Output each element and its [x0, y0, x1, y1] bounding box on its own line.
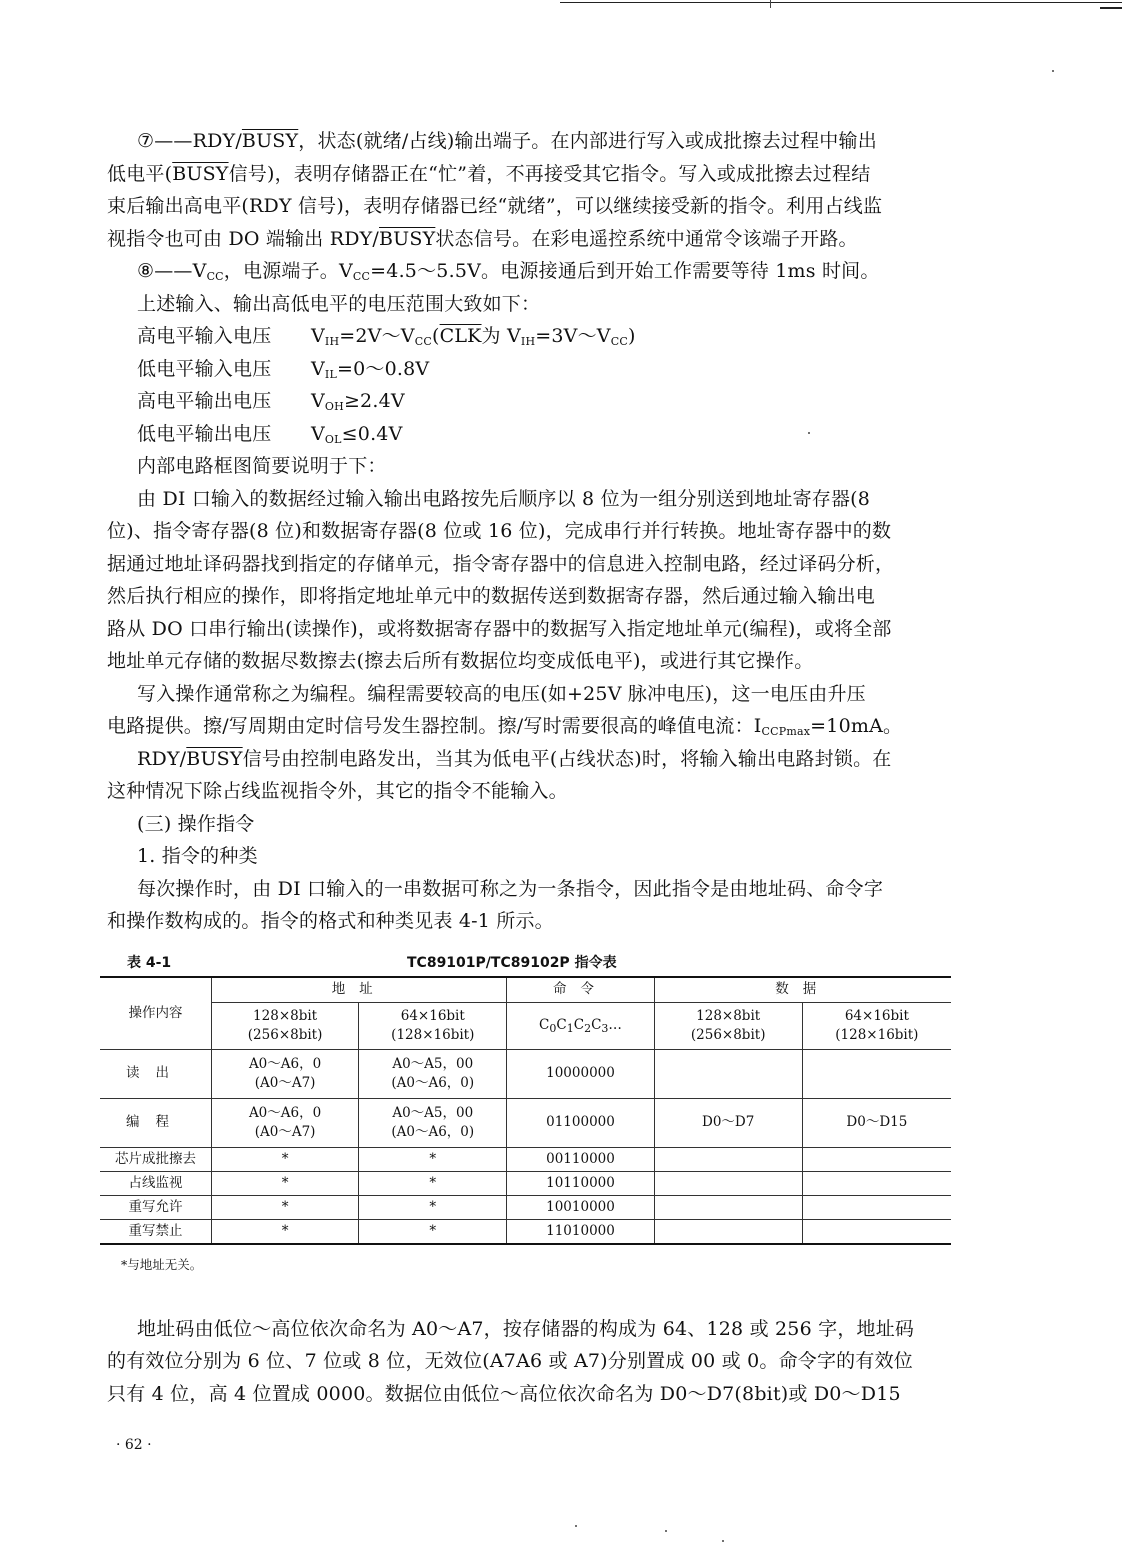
instruction-table: [100, 976, 951, 1245]
page-number: · 62 ·: [116, 1437, 152, 1453]
col-header-op: 操作内容: [100, 977, 212, 1050]
row-addr-8bit: *: [212, 1195, 359, 1219]
row-cmd: 10010000: [507, 1195, 654, 1219]
row-addr-16bit: *: [359, 1195, 507, 1219]
col-header-addr-8bit: 128×8bit (256×8bit): [212, 1002, 359, 1049]
table-row: [100, 1219, 951, 1244]
row-data-8bit: [654, 1219, 802, 1244]
levels-intro: 上述输入、输出高低电平的电压范围大致如下：: [137, 292, 541, 315]
scan-speck: [808, 432, 810, 434]
col-group-data: 数据: [654, 977, 951, 1003]
row-op: 芯片成批擦去: [100, 1147, 212, 1171]
row-op: 重写禁止: [100, 1219, 212, 1244]
col-header-addr-16bit: 64×16bit (128×16bit): [359, 1002, 507, 1049]
circuit-line-2: 位)、指令寄存器(8 位)和数据寄存器(8 位或 16 位)，完成串行并行转换。地址寄存器中的数: [107, 520, 892, 542]
table-subheader-row: [100, 1002, 951, 1049]
addr-line-3: 只有 4 位，高 4 位置成 0000。数据位由低位～高位依次命名为 D0～D7(8bit)或 D0～D15: [107, 1382, 901, 1405]
para-7-line-4: 视指令也可由 DO 端输出 RDY/BUSY状态信号。在彩电遥控系统中通常令该端子开路。: [107, 227, 858, 250]
row-data-16bit: [802, 1219, 951, 1244]
row-data-16bit: [802, 1171, 951, 1195]
row-addr-16bit: *: [359, 1147, 507, 1171]
addr-line-2: 的有效位分别为 6 位、7 位或 8 位，无效位(A7A6 或 A7)分别置成 00 或 0。命令字的有效位: [107, 1350, 913, 1372]
circuit-line-5: 路从 DO 口串行输出(读操作)，或将数据寄存器中的数据写入指定地址单元(编程)，或将全部: [107, 617, 892, 640]
write-line-1: 写入操作通常称之为编程。编程需要较高的电压(如+25V 脉冲电压)，这一电压由升压: [137, 682, 866, 705]
row-data-8bit: [654, 1049, 802, 1098]
col-header-data-16bit: 64×16bit (128×16bit): [802, 1002, 951, 1049]
section-subheading: 1. 指令的种类: [137, 845, 258, 867]
row-op: 编程: [100, 1098, 212, 1147]
page-body: [107, 125, 963, 1410]
table-number: 表 4-1: [127, 954, 172, 971]
circuit-intro: 内部电路框图简要说明于下：: [137, 455, 387, 477]
row-addr-8bit: *: [212, 1219, 359, 1244]
row-data-8bit: [654, 1171, 802, 1195]
table-title: TC89101P/TC89102P 指令表: [407, 954, 617, 971]
col-group-cmd: 命令: [507, 977, 654, 1003]
vil-row: 低电平输入电压 $V_{IL}=0\sim 0.8V$: [137, 357, 430, 381]
circuit-line-1: 由 DI 口输入的数据经过输入输出电路按先后顺序以 8 位为一组分别送到地址寄存器(8: [137, 487, 871, 510]
table-row: [100, 1195, 951, 1219]
table-footnote: *与地址无关。: [121, 1256, 203, 1272]
rdy-line-2: 这种情况下除占线监视指令外，其它的指令不能输入。: [107, 780, 568, 802]
circuit-line-6: 地址单元存储的数据尽数擦去(擦去后所有数据位均变成低电平)，或进行其它操作。: [107, 650, 814, 672]
row-data-16bit: [802, 1195, 951, 1219]
row-cmd: 01100000: [507, 1098, 654, 1147]
row-addr-8bit: A0～A6，0 (A0～A7): [212, 1049, 359, 1098]
row-op: 占线监视: [100, 1171, 212, 1195]
row-addr-8bit: *: [212, 1171, 359, 1195]
row-cmd: 10000000: [507, 1049, 654, 1098]
row-addr-16bit: *: [359, 1171, 507, 1195]
row-data-8bit: [654, 1147, 802, 1171]
row-addr-16bit: A0～A5，00 (A0～A6，0): [359, 1049, 507, 1098]
scan-speck: [722, 1540, 724, 1542]
col-header-data-8bit: 128×8bit (256×8bit): [654, 1002, 802, 1049]
row-addr-8bit: *: [212, 1147, 359, 1171]
row-op: 读出: [100, 1049, 212, 1098]
header-rule-accent: [1100, 7, 1122, 9]
table-row: [100, 1171, 951, 1195]
section-line-2: 和操作数构成的。指令的格式和种类见表 4-1 所示。: [107, 910, 554, 932]
row-data-16bit: [802, 1049, 951, 1098]
row-addr-8bit: A0～A6，0 (A0～A7): [212, 1098, 359, 1147]
col-header-cmd-bits: $C_0C_1C_2C_3\dots$: [507, 1002, 654, 1049]
vol-row: 低电平输出电压 $V_{OL}\le 0.4V$: [137, 422, 403, 446]
header-tick: [770, 0, 771, 8]
para-8: $⑧——V_{CC}$，电源端子。$V_{CC}=4.5\sim 5.5V$。电源接通后到开始工作需要等待 1ms 时间。: [137, 260, 880, 283]
row-addr-16bit: A0～A5，00 (A0～A6，0): [359, 1098, 507, 1147]
scan-speck: [1052, 70, 1054, 72]
header-rule: [560, 2, 1122, 3]
para-7-line-3: 束后输出高电平(RDY 信号)，表明存储器已经“就绪”，可以继续接受新的指令。利用占线监: [107, 195, 883, 217]
scan-speck: [575, 1525, 577, 1527]
row-op: 重写允许: [100, 1195, 212, 1219]
voh-row: 高电平输出电压 $V_{OH}\ge 2.4V$: [137, 390, 405, 413]
write-line-2: 电路提供。擦/写周期由定时信号发生器控制。擦/写时需要很高的峰值电流：$I_{CCPmax}=10mA$。: [107, 715, 903, 738]
section-line-1: 每次操作时，由 DI 口输入的一串数据可称之为一条指令，因此指令是由地址码、命令字: [137, 877, 884, 900]
rdy-line-1: RDY/BUSY信号由控制电路发出，当其为低电平(占线状态)时，将输入输出电路封锁。在: [137, 747, 892, 770]
row-data-8bit: [654, 1195, 802, 1219]
row-addr-16bit: *: [359, 1219, 507, 1244]
table-row: [100, 1098, 951, 1147]
col-group-addr: 地址: [212, 977, 507, 1003]
para-7-line-2: 低电平(BUSY信号)，表明存储器正在“忙”着，不再接受其它指令。写入或成批擦去过程结: [107, 162, 871, 185]
row-cmd: 10110000: [507, 1171, 654, 1195]
table-row: [100, 1049, 951, 1098]
row-data-16bit: D0～D15: [802, 1098, 951, 1147]
circuit-line-3: 据通过地址译码器找到指定的存储单元，指令寄存器中的信息进入控制电路，经过译码分析，: [107, 552, 895, 575]
row-data-8bit: D0～D7: [654, 1098, 802, 1147]
table-caption: [107, 950, 963, 976]
table-row: [100, 1147, 951, 1171]
section-heading: (三) 操作指令: [137, 812, 255, 835]
scan-speck: [665, 1530, 667, 1532]
para-7-line-1: ⑦——RDY/BUSY，状态(就绪/占线)输出端子。在内部进行写入或成批擦去过程中输出: [137, 130, 877, 152]
row-cmd: 11010000: [507, 1219, 654, 1244]
row-data-16bit: [802, 1147, 951, 1171]
vih-row: 高电平输入电压 $V_{IH}=2V\sim V_{CC}(\overline{CLK}$为 $V_{IH}=3V\sim V_{CC}$): [137, 325, 636, 348]
circuit-line-4: 然后执行相应的操作，即将指定地址单元中的数据传送到数据寄存器，然后通过输入输出电: [107, 585, 876, 607]
addr-line-1: 地址码由低位～高位依次命名为 A0～A7，按存储器的构成为 64、128 或 256 字，地址码: [137, 1317, 915, 1340]
row-cmd: 00110000: [507, 1147, 654, 1171]
table-header-row: [100, 977, 951, 1003]
